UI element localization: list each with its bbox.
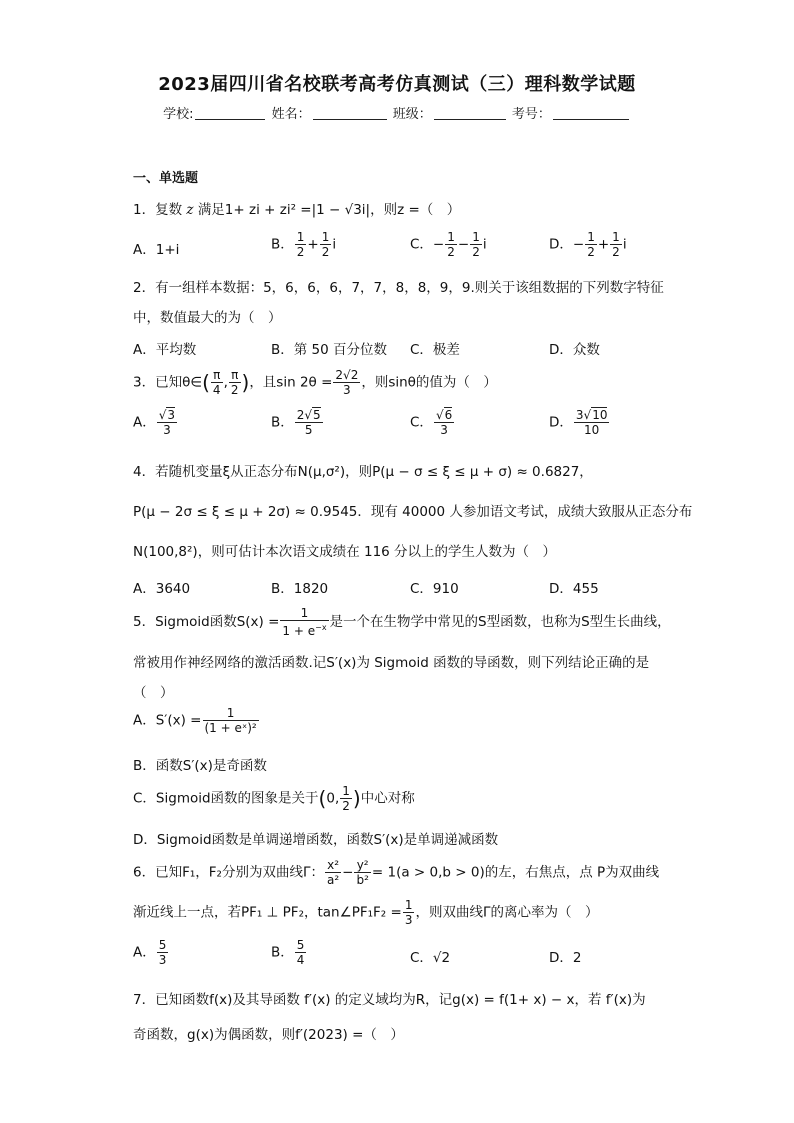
q1-option-a: A．1+i [133,242,180,258]
q2-option-c: C．极差 [410,342,460,358]
q6-option-b: B． $\frac{5}{4}$ [271,938,305,967]
q6-option-a: A． $\frac{5}{3}$ [133,938,167,967]
exam-number-blank [553,107,629,120]
q2-option-d: D．众数 [549,342,600,358]
name-label: 姓名： [271,107,311,122]
class-blank [434,107,506,120]
q2-option-b: B．第 50 百分位数 [271,342,388,358]
question-3: 3．已知θ∈( $\frac{\pi}{4}$ , $\frac{\pi}{2}$ )，且sin 2θ = $\frac{2√2}{3}$ ，则sinθ的值为（ ） [133,368,497,397]
q3-option-b: B． $\frac{2√5}{5}$ [271,408,321,437]
class-label: 班级： [392,107,432,122]
question-5-line-3: （ ） [133,685,174,701]
question-5-line-2: 常被用作神经网络的激活函数.记S′(x)为 Sigmoid 函数的导函数，则下列结论正确的是 [133,655,650,671]
q3-option-d: D． $\frac{3√10}{10}$ [549,408,608,437]
student-info-row [0,103,794,122]
school-label: 学校: [163,107,194,122]
question-4-line-1: 4．若随机变量ξ从正态分布N(μ,σ²)，则P(μ − σ ≤ ξ ≤ μ + σ) ≈ 0.6827， [133,464,593,480]
q6-option-d: D．2 [549,950,582,966]
school-blank [195,107,265,120]
page-title: 2023届四川省名校联考高考仿真测试（三）理科数学试题 [158,74,636,95]
q4-option-d: D．455 [549,581,599,597]
question-7-line-2: 奇函数，g(x)为偶函数，则f′(2023) =（ ） [133,1027,404,1043]
question-4-line-2: P(μ − 2σ ≤ ξ ≤ μ + 2σ) ≈ 0.9545．现有 40000 人参加语文考试，成绩大致服从正态分布 [133,504,693,520]
q2-option-a: A．平均数 [133,342,197,358]
exam-number-label: 考号： [511,107,551,122]
q1-option-b: B． $\frac{1}{2}$ + $\frac{1}{2}$ i [271,230,337,259]
q4-option-c: C．910 [410,581,459,597]
name-blank [313,107,387,120]
q4-option-b: B．1820 [271,581,329,597]
q5-option-b: B．函数S′(x)是奇函数 [133,758,267,774]
question-6-line-1: 6．已知F₁，F₂分别为双曲线Γ： $\frac{\text{x²}}{\text{a²}}$ − $\frac{\text{y²}}{\text{b²}}$ = 1(a > 0,b > 0)的左，右焦点，点 P为双曲线 [133,858,660,887]
section-heading: 一、单选题 [133,171,199,186]
question-2-line-1: 2．有一组样本数据：5，6，6，6，7，7，8，8，9，9.则关于该组数据的下列数字特征 [133,280,664,296]
q4-option-a: A．3640 [133,581,191,597]
question-1: 1．复数 z 满足1+ zi + zi² =|1 − √3i|，则z =（ ） [133,202,461,218]
q1-option-c: C．− $\frac{1}{2}$ − $\frac{1}{2}$ i [410,230,487,259]
q1-option-d: D．− $\frac{1}{2}$ + $\frac{1}{2}$ i [549,230,627,259]
q5-option-c: C．Sigmoid函数的图象是关于(0, $\frac{1}{2}$ )中心对称 [133,784,415,813]
q5-option-a: A．S′(x) = $\frac{1}{\text{(1 + eˣ)²}}$ [133,706,257,735]
question-5-line-1: 5．Sigmoid函数S(x) = $\frac{1}{1 + e^{-x}}$ 是一个在生物学中常见的S型函数，也称为S型生长曲线， [133,606,671,638]
question-7-line-1: 7．已知函数f(x)及其导函数 f′(x) 的定义域均为R，记g(x) = f(1+ x) − x，若 f′(x)为 [133,992,646,1008]
q3-option-c: C． $\frac{√6}{3}$ [410,408,453,437]
question-4-line-3: N(100,8²)，则可估计本次语文成绩在 116 分以上的学生人数为（ ） [133,544,557,560]
question-2-line-2: 中，数值最大的为（ ） [133,310,282,326]
q6-option-c: C．√2 [410,950,451,966]
question-6-line-2: 渐近线上一点，若PF₁ ⊥ PF₂，tan∠PF₁F₂ = $\frac{1}{3}$ ，则双曲线Γ的离心率为（ ） [133,898,599,927]
q3-option-a: A． $\frac{√3}{3}$ [133,408,176,437]
q5-option-d: D．Sigmoid函数是单调递增函数，函数S′(x)是单调递减函数 [133,832,499,848]
